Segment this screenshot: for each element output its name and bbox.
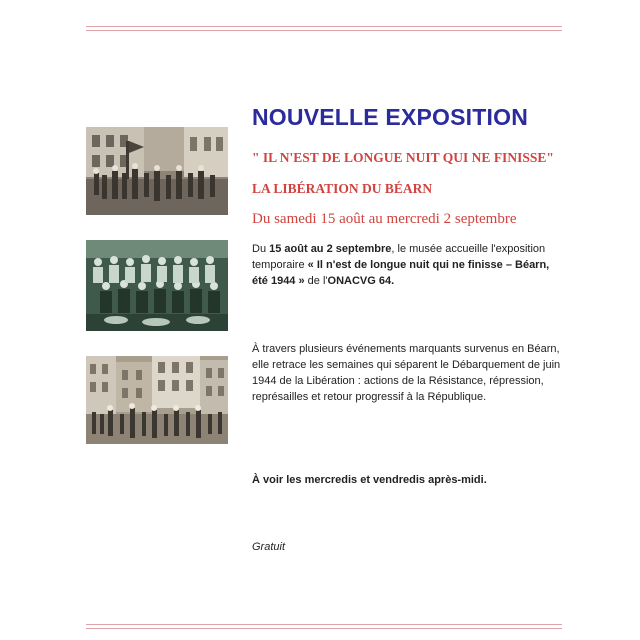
exhibition-subtitle: LA LIBÉRATION DU BÉARN (252, 181, 433, 196)
price-note: Gratuit (252, 541, 286, 553)
intro-bold-exhibition-name: « Il n'est de longue nuit qui ne finisse – Béarn, été 1944 » (252, 259, 550, 287)
intro-paragraph (252, 241, 564, 289)
historic-parade-street-photo (86, 356, 228, 444)
exhibition-quote: " IL N'EST DE LONGUE NUIT QUI NE FINISSE" (252, 150, 554, 165)
exhibition-dates: Du samedi 15 août au mercredi 2 septembre (252, 211, 517, 227)
intro-text-2: , le musée accueille l'exposition temporaire (252, 243, 546, 271)
visiting-hours: À voir les mercredis et vendredis après-midi. (252, 474, 487, 486)
description-paragraph: À travers plusieurs événements marquants survenus en Béarn, elle retrace les semaines qui séparent le Débarquement de juin 1944 de la Libération : actions de la Résistance, répression, représailles et retour progressif à la République. (252, 343, 561, 403)
bottom-divider (86, 624, 562, 629)
top-divider (86, 26, 562, 31)
intro-text-3: de l' (304, 275, 328, 287)
intro-text-1: Du (252, 243, 270, 255)
intro-bold-organizer: ONACVG 64. (327, 275, 395, 287)
page-title: NOUVELLE EXPOSITION (252, 104, 529, 130)
historic-group-portrait-photo (86, 240, 228, 331)
intro-bold-dates: 15 août au 2 septembre (269, 243, 392, 255)
historic-street-crowd-photo (86, 127, 228, 215)
